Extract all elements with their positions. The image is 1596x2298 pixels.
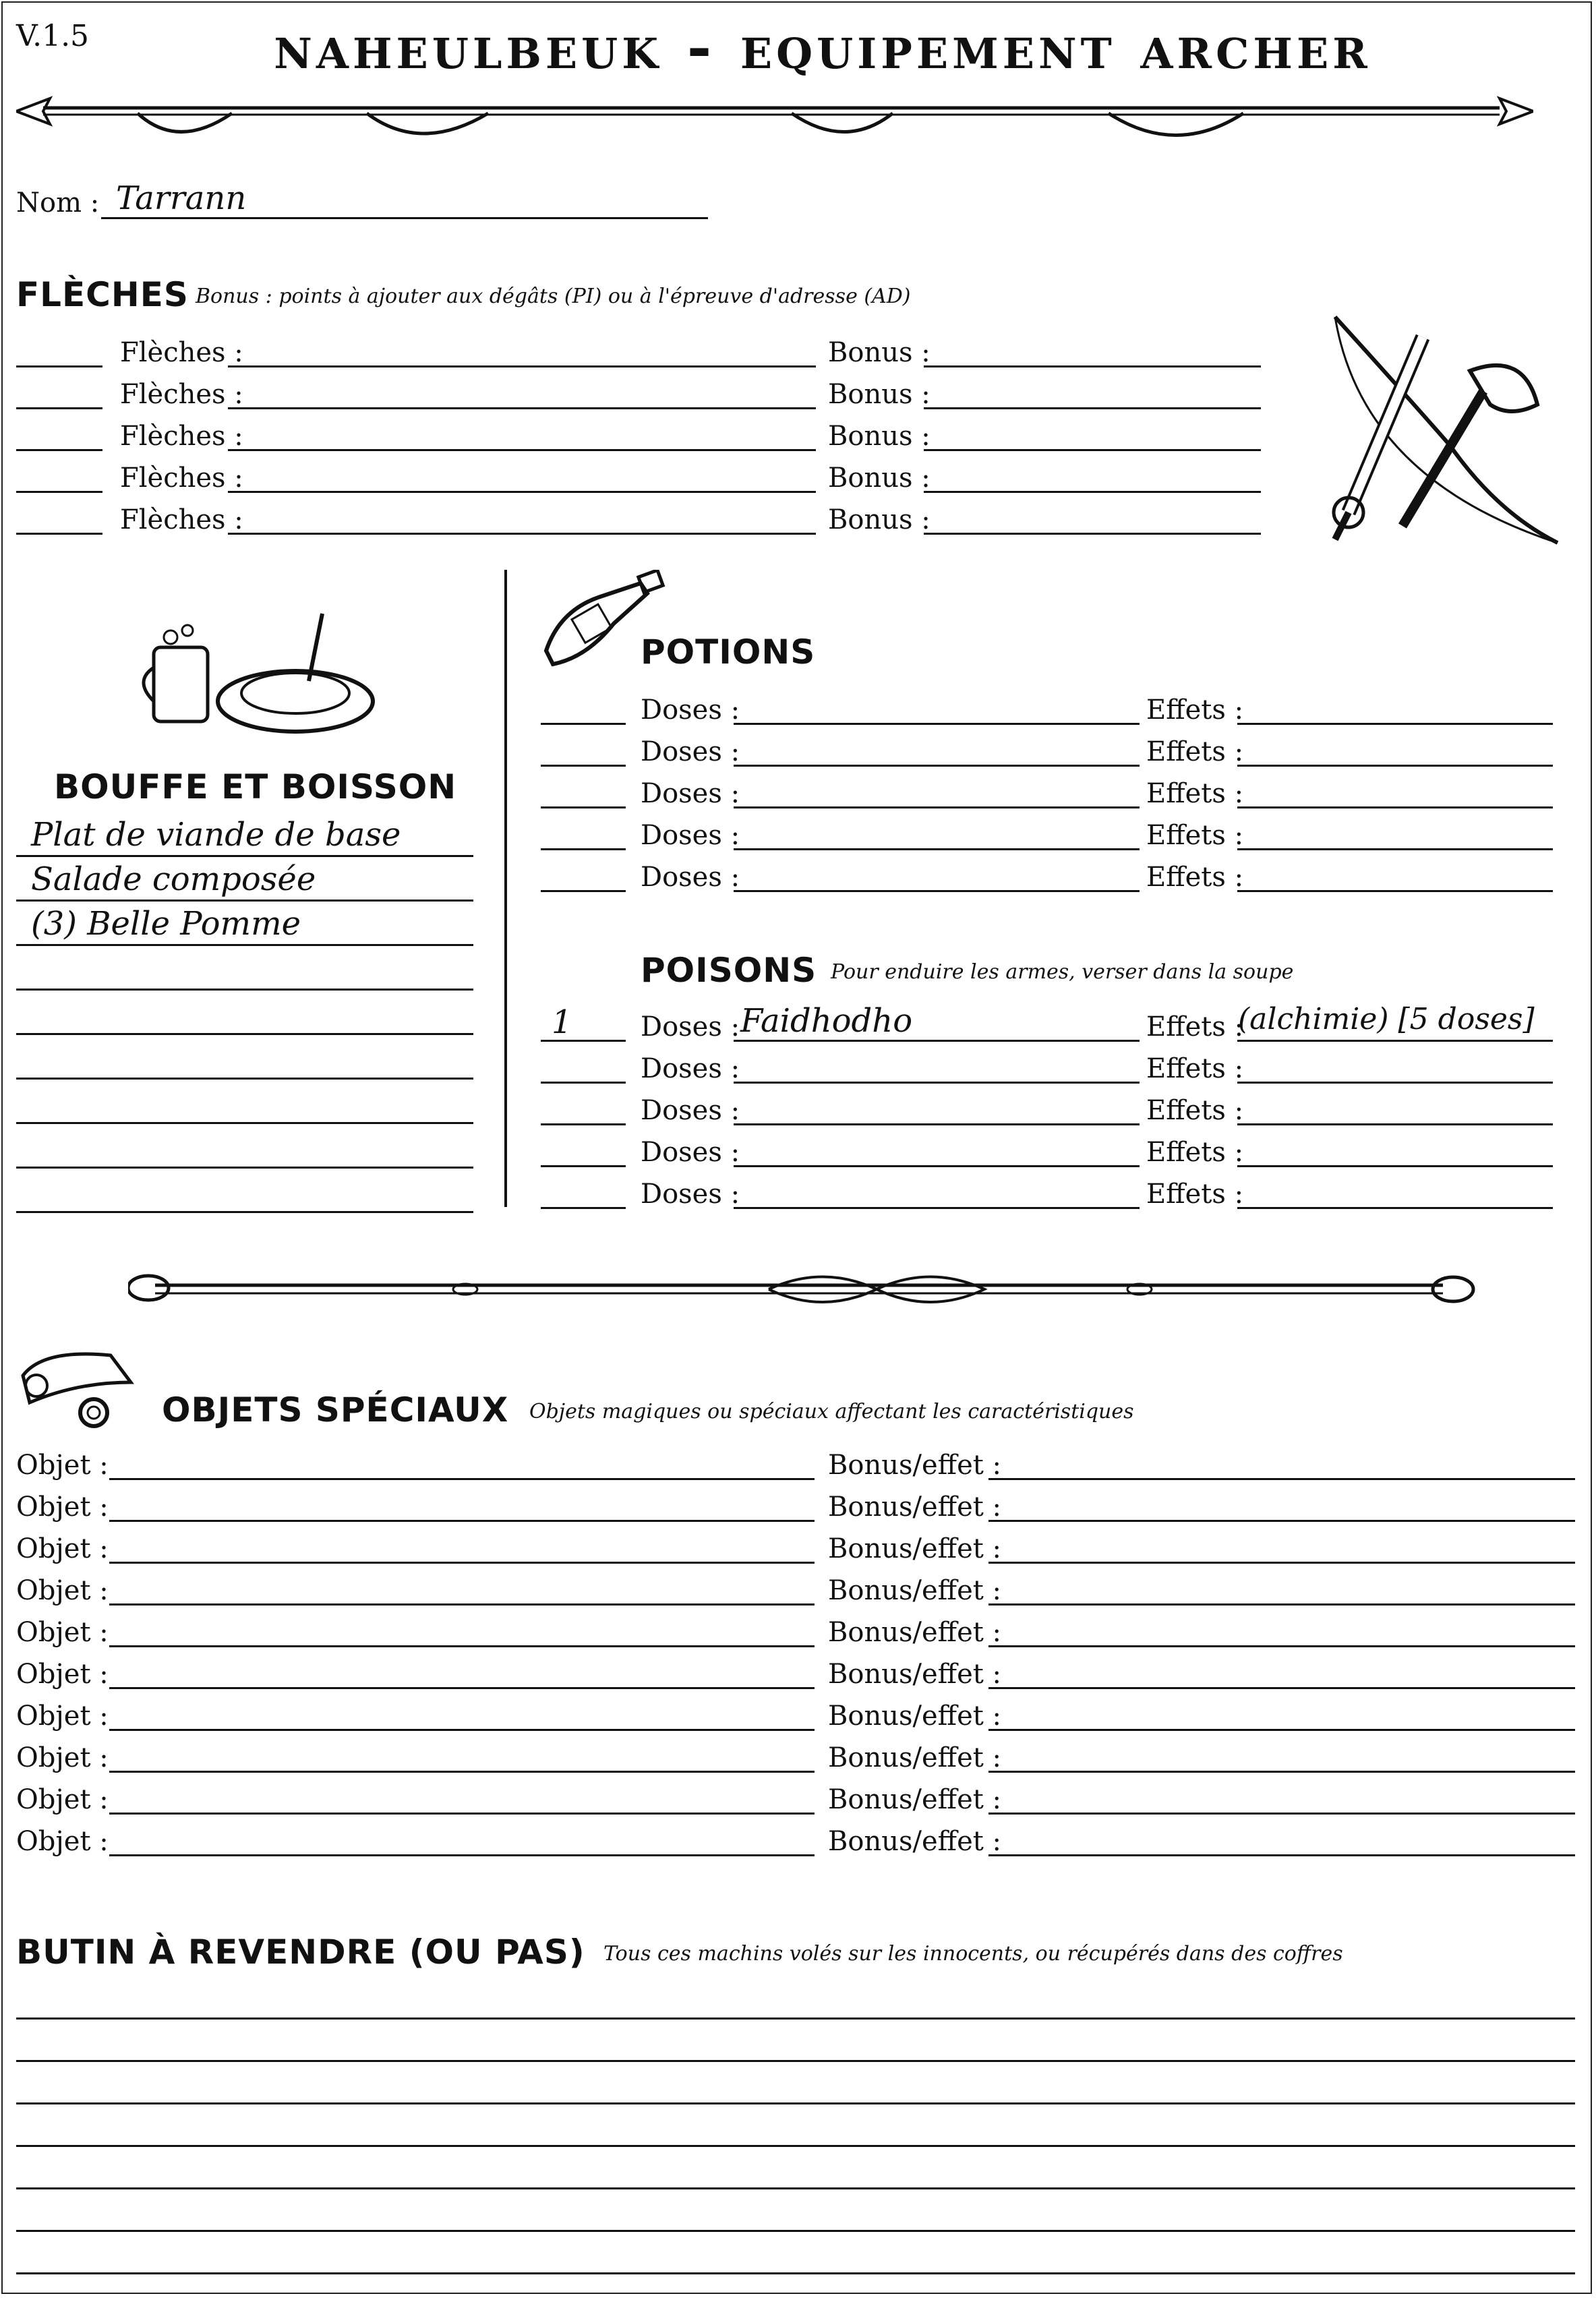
potion-qty-line[interactable] <box>541 890 626 892</box>
poison-doses-line[interactable] <box>734 1082 1140 1084</box>
poison-effets-line[interactable] <box>1237 1207 1553 1209</box>
fleches-bonus-label: Bonus : <box>828 463 930 494</box>
objet-bonus-label: Bonus/effet : <box>828 1701 1002 1732</box>
objet-label: Objet : <box>16 1617 109 1648</box>
poison-doses-label: Doses : <box>641 1095 740 1126</box>
objet-bonus-label: Bonus/effet : <box>828 1492 1002 1523</box>
objet-line[interactable] <box>109 1520 815 1522</box>
objet-line[interactable] <box>109 1645 815 1647</box>
food-line[interactable] <box>16 1122 473 1124</box>
fleches-bonus-line[interactable] <box>924 449 1261 451</box>
fleches-qty-line[interactable] <box>16 407 102 409</box>
staff-divider-icon <box>128 1261 1477 1315</box>
fleches-label: Flèches : <box>120 337 243 368</box>
potion-doses-line[interactable] <box>734 848 1140 850</box>
potion-effets-label: Effets : <box>1146 862 1244 893</box>
objets-note: Objets magiques ou spéciaux affectant les caractéristiques <box>529 1400 1134 1423</box>
arrow-divider-icon <box>16 86 1533 147</box>
objet-bonus-line[interactable] <box>988 1603 1575 1605</box>
nom-label: Nom : <box>16 187 100 218</box>
potion-doses-label: Doses : <box>641 695 740 726</box>
food-line[interactable] <box>16 1033 473 1035</box>
objet-line[interactable] <box>109 1854 815 1856</box>
butin-heading: BUTIN À REVENDRE (OU PAS) <box>16 1933 585 1972</box>
poisons-heading: POISONS <box>641 951 817 990</box>
poison-qty-line[interactable] <box>541 1165 626 1167</box>
fleches-bonus-label: Bonus : <box>828 421 930 452</box>
objet-label: Objet : <box>16 1533 109 1564</box>
fleches-bonus-label: Bonus : <box>828 379 930 410</box>
potion-effets-label: Effets : <box>1146 820 1244 851</box>
poison-doses-label: Doses : <box>641 1179 740 1210</box>
food-line[interactable] <box>16 1211 473 1213</box>
crossed-weapons-icon <box>1322 310 1571 553</box>
objet-bonus-line[interactable] <box>988 1562 1575 1564</box>
poison-effets-label: Effets : <box>1146 1095 1244 1126</box>
objet-bonus-line[interactable] <box>988 1645 1575 1647</box>
fleches-bonus-line[interactable] <box>924 533 1261 535</box>
fleches-bonus-label: Bonus : <box>828 337 930 368</box>
fleches-qty-line[interactable] <box>16 533 102 535</box>
potion-effets-line[interactable] <box>1237 765 1553 767</box>
fleches-label: Flèches : <box>120 504 243 535</box>
objet-bonus-label: Bonus/effet : <box>828 1826 1002 1857</box>
objet-bonus-line[interactable] <box>988 1478 1575 1480</box>
poison-qty-line[interactable] <box>541 1123 626 1125</box>
potion-effets-label: Effets : <box>1146 736 1244 767</box>
potion-doses-line[interactable] <box>734 765 1140 767</box>
fleches-label: Flèches : <box>120 421 243 452</box>
objet-label: Objet : <box>16 1701 109 1732</box>
column-divider <box>504 570 507 1207</box>
fleches-qty-line[interactable] <box>16 491 102 493</box>
potion-effets-line[interactable] <box>1237 848 1553 850</box>
poison-effets-label: Effets : <box>1146 1053 1244 1084</box>
objet-label: Objet : <box>16 1450 109 1481</box>
potion-effets-line[interactable] <box>1237 806 1553 808</box>
objet-line[interactable] <box>109 1729 815 1731</box>
food-line[interactable] <box>16 944 473 946</box>
fleches-name-line[interactable] <box>228 491 816 493</box>
page-title: naheulbeuk - equipement archer <box>274 12 1371 82</box>
food-item[interactable]: (3) Belle Pomme <box>31 905 301 943</box>
poison-doses-value[interactable]: Faidhodho <box>740 1002 913 1040</box>
nom-value[interactable]: Tarrann <box>116 179 247 217</box>
fleches-label: Flèches : <box>120 463 243 494</box>
food-item[interactable]: Salade composée <box>31 860 316 898</box>
fleches-heading: FLÈCHES <box>16 275 189 314</box>
poison-effets-label: Effets : <box>1146 1011 1244 1042</box>
poison-qty-line[interactable] <box>541 1082 626 1084</box>
objet-label: Objet : <box>16 1784 109 1815</box>
scroll-ring-icon <box>16 1342 158 1436</box>
potion-doses-line[interactable] <box>734 890 1140 892</box>
objet-bonus-line[interactable] <box>988 1813 1575 1815</box>
poison-qty-line[interactable] <box>541 1207 626 1209</box>
fleches-label: Flèches : <box>120 379 243 410</box>
butin-note: Tous ces machins volés sur les innocents, ou récupérés dans des coffres <box>603 1942 1343 1966</box>
objet-bonus-label: Bonus/effet : <box>828 1450 1002 1481</box>
objet-label: Objet : <box>16 1659 109 1690</box>
butin-line[interactable] <box>16 2060 1575 2062</box>
food-line[interactable] <box>16 1078 473 1080</box>
nom-line <box>101 217 708 219</box>
butin-line[interactable] <box>16 2272 1575 2274</box>
objet-label: Objet : <box>16 1826 109 1857</box>
potion-effets-label: Effets : <box>1146 778 1244 809</box>
objet-line[interactable] <box>109 1771 815 1773</box>
fleches-name-line[interactable] <box>228 407 816 409</box>
poison-effets-line[interactable] <box>1237 1123 1553 1125</box>
poison-doses-line[interactable] <box>734 1040 1140 1042</box>
poison-effets-line[interactable] <box>1237 1165 1553 1167</box>
food-heading: BOUFFE ET BOISSON <box>54 767 457 806</box>
fleches-qty-line[interactable] <box>16 365 102 367</box>
objet-label: Objet : <box>16 1575 109 1606</box>
objet-bonus-line[interactable] <box>988 1729 1575 1731</box>
poison-effets-label: Effets : <box>1146 1137 1244 1168</box>
food-line[interactable] <box>16 900 473 902</box>
potion-doses-line[interactable] <box>734 806 1140 808</box>
objet-bonus-line[interactable] <box>988 1687 1575 1689</box>
objet-bonus-line[interactable] <box>988 1854 1575 1856</box>
potion-qty-line[interactable] <box>541 723 626 725</box>
objet-bonus-label: Bonus/effet : <box>828 1742 1002 1773</box>
objet-bonus-line[interactable] <box>988 1520 1575 1522</box>
objet-bonus-label: Bonus/effet : <box>828 1617 1002 1648</box>
potion-doses-label: Doses : <box>641 778 740 809</box>
potion-qty-line[interactable] <box>541 806 626 808</box>
food-bowl-icon <box>140 607 376 742</box>
objet-bonus-label: Bonus/effet : <box>828 1659 1002 1690</box>
food-item[interactable]: Plat de viande de base <box>31 816 401 854</box>
butin-line[interactable] <box>16 2017 1575 2020</box>
poison-doses-line[interactable] <box>734 1207 1140 1209</box>
butin-line[interactable] <box>16 2187 1575 2189</box>
objet-line[interactable] <box>109 1603 815 1605</box>
butin-line[interactable] <box>16 2230 1575 2232</box>
fleches-name-line[interactable] <box>228 365 816 367</box>
butin-line[interactable] <box>16 2102 1575 2104</box>
fleches-bonus-line[interactable] <box>924 407 1261 409</box>
fleches-name-line[interactable] <box>228 533 816 535</box>
food-line[interactable] <box>16 1167 473 1169</box>
butin-line[interactable] <box>16 2145 1575 2147</box>
poison-effets-value[interactable]: (alchimie) [5 doses] <box>1238 1002 1535 1036</box>
poison-doses-label: Doses : <box>641 1011 740 1042</box>
fleches-qty-line[interactable] <box>16 449 102 451</box>
poison-doses-line[interactable] <box>734 1123 1140 1125</box>
poison-doses-label: Doses : <box>641 1053 740 1084</box>
fleches-note: Bonus : points à ajouter aux dégâts (PI) ou à l'épreuve d'adresse (AD) <box>196 285 911 308</box>
poison-effets-line[interactable] <box>1237 1040 1553 1042</box>
version-label: V.1.5 <box>16 19 90 53</box>
fleches-bonus-label: Bonus : <box>828 504 930 535</box>
objet-bonus-line[interactable] <box>988 1771 1575 1773</box>
potion-doses-line[interactable] <box>734 723 1140 725</box>
objet-bonus-label: Bonus/effet : <box>828 1784 1002 1815</box>
objet-bonus-label: Bonus/effet : <box>828 1533 1002 1564</box>
potion-doses-label: Doses : <box>641 736 740 767</box>
potion-effets-line[interactable] <box>1237 723 1553 725</box>
poison-effets-label: Effets : <box>1146 1179 1244 1210</box>
potion-qty-line[interactable] <box>541 848 626 850</box>
fleches-bonus-line[interactable] <box>924 365 1261 367</box>
objet-line[interactable] <box>109 1562 815 1564</box>
poison-effets-line[interactable] <box>1237 1082 1553 1084</box>
food-line[interactable] <box>16 855 473 857</box>
potion-effets-line[interactable] <box>1237 890 1553 892</box>
poison-qty-value[interactable]: 1 <box>552 1003 572 1041</box>
potion-doses-label: Doses : <box>641 862 740 893</box>
objets-heading: OBJETS SPÉCIAUX <box>162 1390 509 1430</box>
potion-effets-label: Effets : <box>1146 695 1244 726</box>
potions-heading: POTIONS <box>641 632 816 672</box>
potion-doses-label: Doses : <box>641 820 740 851</box>
objet-bonus-label: Bonus/effet : <box>828 1575 1002 1606</box>
poisons-note: Pour enduire les armes, verser dans la soupe <box>831 960 1294 984</box>
fleches-name-line[interactable] <box>228 449 816 451</box>
objet-line[interactable] <box>109 1687 815 1689</box>
objet-line[interactable] <box>109 1478 815 1480</box>
objet-line[interactable] <box>109 1813 815 1815</box>
poison-doses-line[interactable] <box>734 1165 1140 1167</box>
potion-qty-line[interactable] <box>541 765 626 767</box>
objet-label: Objet : <box>16 1492 109 1523</box>
food-line[interactable] <box>16 989 473 991</box>
fleches-bonus-line[interactable] <box>924 491 1261 493</box>
objet-label: Objet : <box>16 1742 109 1773</box>
poison-doses-label: Doses : <box>641 1137 740 1168</box>
